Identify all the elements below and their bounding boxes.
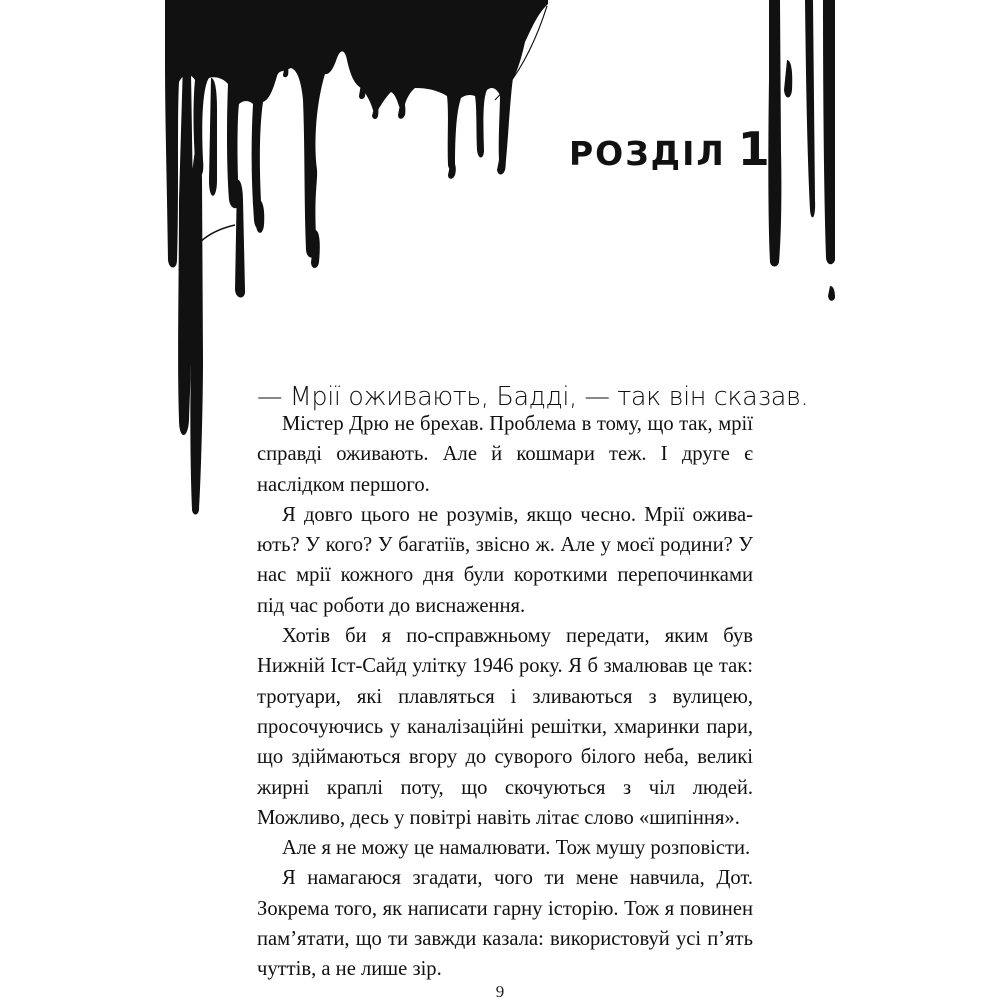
page-number: 9 — [495, 982, 505, 1001]
paragraph: Але я не можу це намалювати. Тож мушу розповісти. — [282, 837, 751, 860]
book-page — [165, 0, 835, 1000]
paragraph: Я довго цього не розумів, якщо чесно. Мрії оживають? У кого? У багатіїв, звісно ж. Але у моєї родини? У нас мрії кожного дня були короткими перепочинками під час роботи до виснаження. — [257, 503, 753, 617]
chapter-number: 1 — [737, 122, 772, 176]
paragraph: Хотів би я по-справжньому передати, яким був Нижній Іст-Сайд улітку 1946 року. Я б змалював це так: тротуари, які плавляться і зливаються з вулицею, просочуючись у каналізаційні решітки, хмаринки пари, що здіймаються вгору до суворого білого неба, великі жирні краплі поту, що скочуються з чіл людей. Можливо, десь у повітрі навіть літає слово «шипіння». — [257, 625, 753, 829]
paragraph: Містер Дрю не брехав. Проблема в тому, що так, мрії справді оживають. Але й кошмари теж. І друге є наслідком першого. — [257, 413, 753, 496]
chapter-word: РОЗДІЛ — [569, 134, 726, 173]
chapter-heading — [569, 122, 772, 176]
body-text — [257, 409, 753, 985]
opening-line: — Мрії оживають, Бадді, — так він сказав. — [257, 382, 809, 412]
paragraph: Я намагаюся згадати, чого ти мене навчила, Дот. Зокрема того, як написати гарну історію. Тож я повинен пам’ятати, що ти завжди казала: використовуй усі п’ять чуттів, а не лише зір. — [257, 867, 753, 981]
